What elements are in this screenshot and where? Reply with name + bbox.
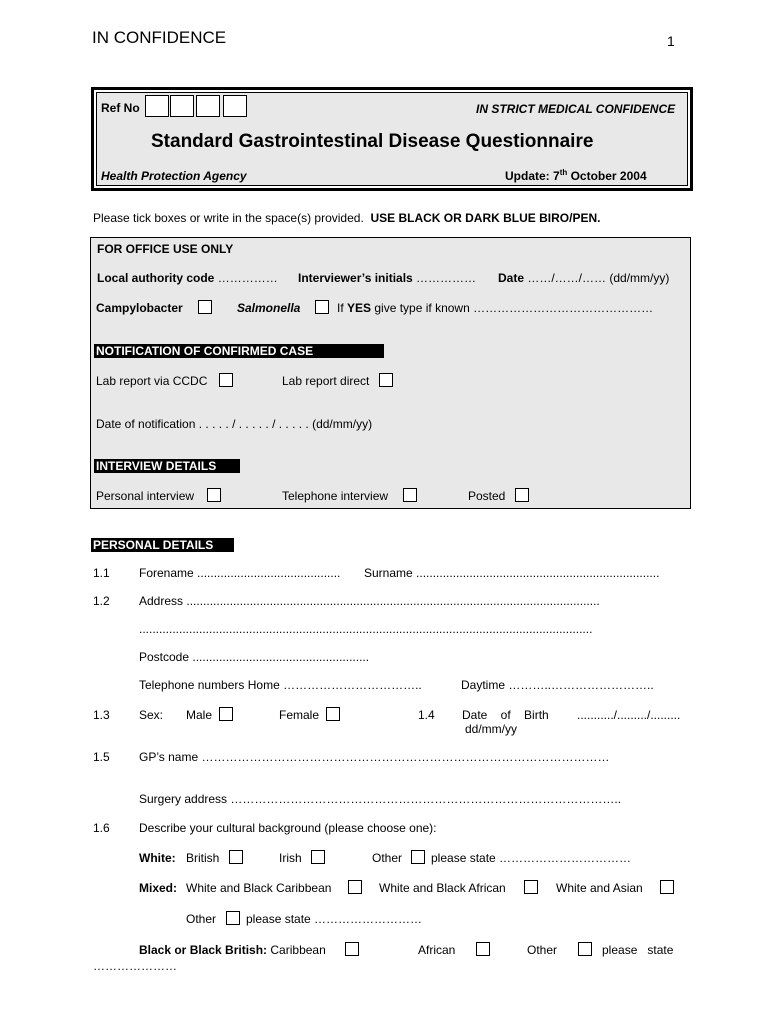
campylobacter-checkbox[interactable] (198, 300, 212, 314)
male-label: Male (186, 708, 213, 722)
please-state-label: please state (602, 943, 674, 957)
female-checkbox[interactable] (326, 707, 340, 721)
page-number: 1 (667, 33, 675, 49)
question-number: 1.1 (93, 566, 110, 580)
notification-date-field[interactable]: Date of notification . . . . . / . . . . . / . . . . . (dd/mm/yy) (96, 417, 373, 431)
salmonella-type-field[interactable]: If YES give type if known ……………………………………… (337, 301, 654, 315)
campylobacter-label: Campylobacter (96, 301, 183, 315)
local-authority-field[interactable]: Local authority code …………… (97, 271, 278, 285)
ref-digit-box[interactable] (223, 95, 247, 117)
notification-section-header: NOTIFICATION OF CONFIRMED CASE (94, 344, 384, 358)
forename-field[interactable]: Forename ........................................... (139, 566, 341, 580)
white-asian-checkbox[interactable] (660, 880, 674, 894)
postcode-field[interactable]: Postcode ..................................................... (139, 650, 370, 664)
personal-interview-checkbox[interactable] (207, 488, 221, 502)
question-number: 1.4 (418, 708, 435, 722)
other-label: Other (186, 912, 217, 926)
lab-direct-label: Lab report direct (282, 374, 370, 388)
question-number: 1.2 (93, 594, 110, 608)
mixed-label: Mixed: (139, 881, 178, 895)
gp-name-field[interactable]: GP’s name ………………………………………………………………………………………… (139, 750, 610, 764)
black-other-checkbox[interactable] (578, 942, 592, 956)
dob-field[interactable]: .........../........./......... (577, 708, 681, 722)
personal-section-header: PERSONAL DETAILS (91, 538, 234, 552)
british-checkbox[interactable] (229, 850, 243, 864)
other-label: Other (372, 851, 403, 865)
surname-field[interactable]: Surname ......................................................................... (364, 566, 660, 580)
question-number: 1.3 (93, 708, 110, 722)
telephone-interview-checkbox[interactable] (403, 488, 417, 502)
page-title: Standard Gastrointestinal Disease Questionnaire (151, 131, 594, 152)
irish-label: Irish (279, 851, 302, 865)
ref-digit-box[interactable] (145, 95, 169, 117)
ref-digit-box[interactable] (196, 95, 220, 117)
office-use-title: FOR OFFICE USE ONLY (97, 242, 234, 256)
black-other-state-field[interactable]: ………………… (93, 959, 177, 973)
lab-ccdc-label: Lab report via CCDC (96, 374, 208, 388)
white-black-african-checkbox[interactable] (524, 880, 538, 894)
question-number: 1.6 (93, 821, 110, 835)
question-number: 1.5 (93, 750, 110, 764)
daytime-telephone-field[interactable]: Daytime ………..…………………….. (461, 678, 654, 692)
update-date: Update: 7th October 2004 (505, 168, 647, 183)
interviewer-initials-field[interactable]: Interviewer’s initials …………… (298, 271, 477, 285)
white-other-state-field[interactable]: please state …………………………… (431, 851, 632, 865)
dob-label: Date of Birth (462, 708, 549, 722)
ref-digit-box[interactable] (170, 95, 194, 117)
dob-format: dd/mm/yy (465, 722, 518, 736)
white-black-caribbean-checkbox[interactable] (348, 880, 362, 894)
black-british-row: Black or Black British: Caribbean (139, 943, 326, 957)
white-black-african-label: White and Black African (379, 881, 506, 895)
white-black-caribbean-label: White and Black Caribbean (186, 881, 332, 895)
mixed-other-checkbox[interactable] (226, 911, 240, 925)
salmonella-label: Salmonella (237, 301, 301, 315)
male-checkbox[interactable] (219, 707, 233, 721)
address-field[interactable]: Address ............................................................................................................................ (139, 594, 600, 608)
posted-checkbox[interactable] (515, 488, 529, 502)
british-label: British (186, 851, 220, 865)
posted-label: Posted (468, 489, 506, 503)
mixed-other-state-field[interactable]: please state ……………………… (246, 912, 423, 926)
address-line2-field[interactable]: ........................................................................................................................................ (139, 622, 593, 636)
cultural-background-question: Describe your cultural background (please choose one): (139, 821, 437, 835)
sex-label: Sex: (139, 708, 164, 722)
lab-ccdc-checkbox[interactable] (219, 373, 233, 387)
salmonella-checkbox[interactable] (315, 300, 329, 314)
white-asian-label: White and Asian (556, 881, 643, 895)
classification-label: IN CONFIDENCE (92, 28, 227, 47)
personal-interview-label: Personal interview (96, 489, 195, 503)
agency-label: Health Protection Agency (101, 169, 247, 183)
white-label: White: (139, 851, 176, 865)
female-label: Female (279, 708, 320, 722)
office-date-field[interactable]: Date ……/……/…… (dd/mm/yy) (498, 271, 670, 285)
home-telephone-field[interactable]: Telephone numbers Home …………………………….. (139, 678, 422, 692)
caribbean-checkbox[interactable] (345, 942, 359, 956)
interview-section-header: INTERVIEW DETAILS (94, 459, 240, 473)
telephone-interview-label: Telephone interview (282, 489, 389, 503)
other-label: Other (527, 943, 558, 957)
ref-label: Ref No (101, 101, 140, 115)
african-label: African (418, 943, 456, 957)
confidential-label: IN STRICT MEDICAL CONFIDENCE (476, 102, 676, 116)
irish-checkbox[interactable] (311, 850, 325, 864)
white-other-checkbox[interactable] (411, 850, 425, 864)
lab-direct-checkbox[interactable] (379, 373, 393, 387)
instructions: Please tick boxes or write in the space(s) provided. USE BLACK OR DARK BLUE BIRO/PEN. (93, 211, 601, 225)
surgery-address-field[interactable]: Surgery address …………………………………………………………………………………….. (139, 792, 622, 806)
african-checkbox[interactable] (476, 942, 490, 956)
